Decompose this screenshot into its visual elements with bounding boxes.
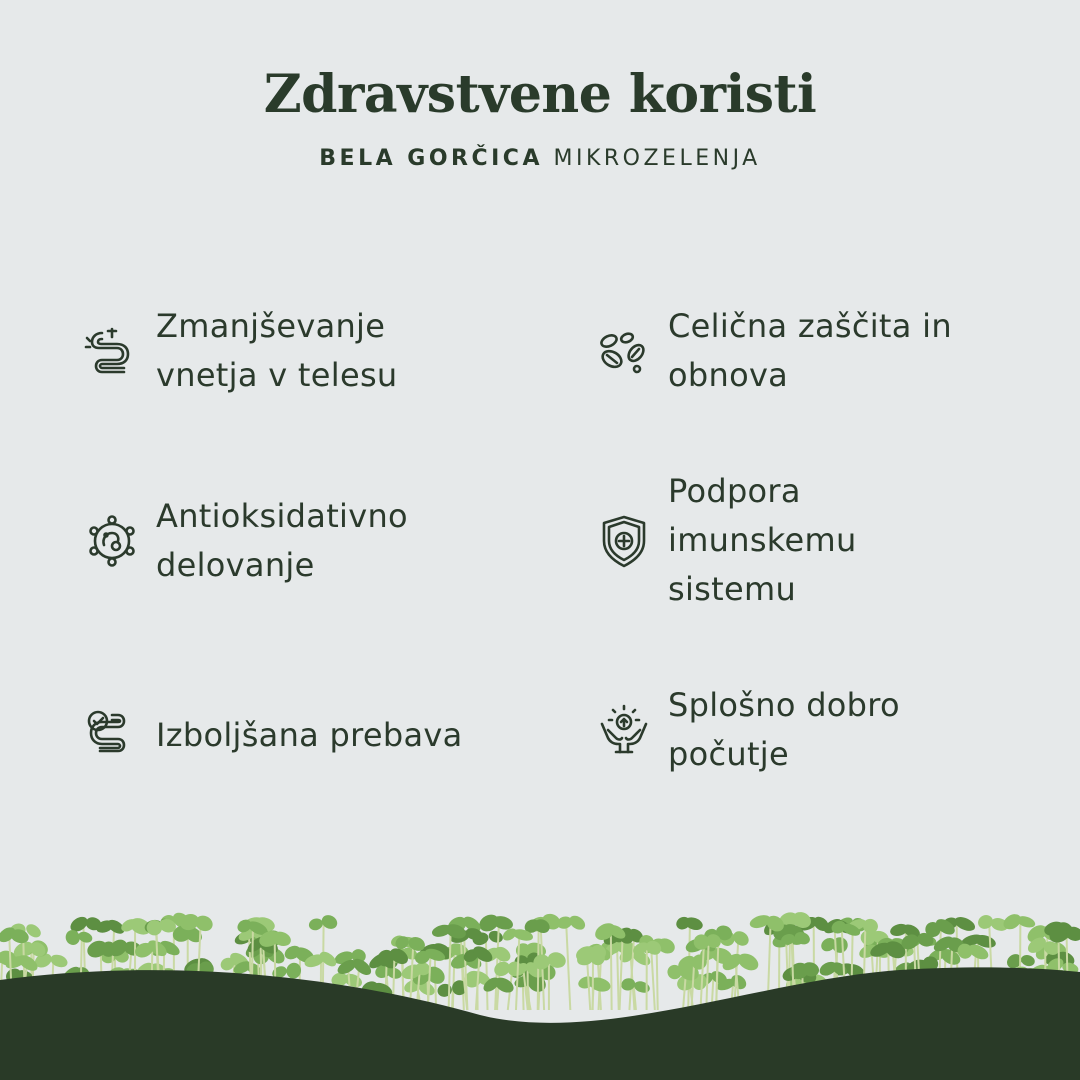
benefit-wellbeing [594,681,900,779]
subtitle-category: MIKROZELENJA [542,146,761,171]
hands-sprout-icon [594,700,654,760]
molecule-icon [82,511,142,571]
benefit-label: Podpora imunskemu sistemu [668,472,857,608]
benefit-inflammation [82,302,398,400]
benefit-immune-support [594,467,857,614]
shield-plus-icon [594,511,654,571]
intestine-check-icon [82,705,142,765]
page-title: Zdravstvene koristi [263,64,817,125]
benefit-cell-protection [594,302,952,400]
benefit-label: Antioksidativno delovanje [156,497,408,584]
benefit-label: Celična zaščita in obnova [668,307,952,394]
benefit-antioxidant [82,492,408,590]
subtitle-product: BELA GORČICA [319,146,543,171]
benefit-label: Splošno dobro počutje [668,686,900,773]
page-subtitle [0,146,1080,171]
benefit-label: Izboljšana prebava [156,715,463,754]
benefit-digestion [82,705,463,765]
cells-icon [594,321,654,381]
microgreens-ground [0,820,1080,1080]
benefit-label: Zmanjševanje vnetja v telesu [156,307,398,394]
intestine-icon [82,321,142,381]
